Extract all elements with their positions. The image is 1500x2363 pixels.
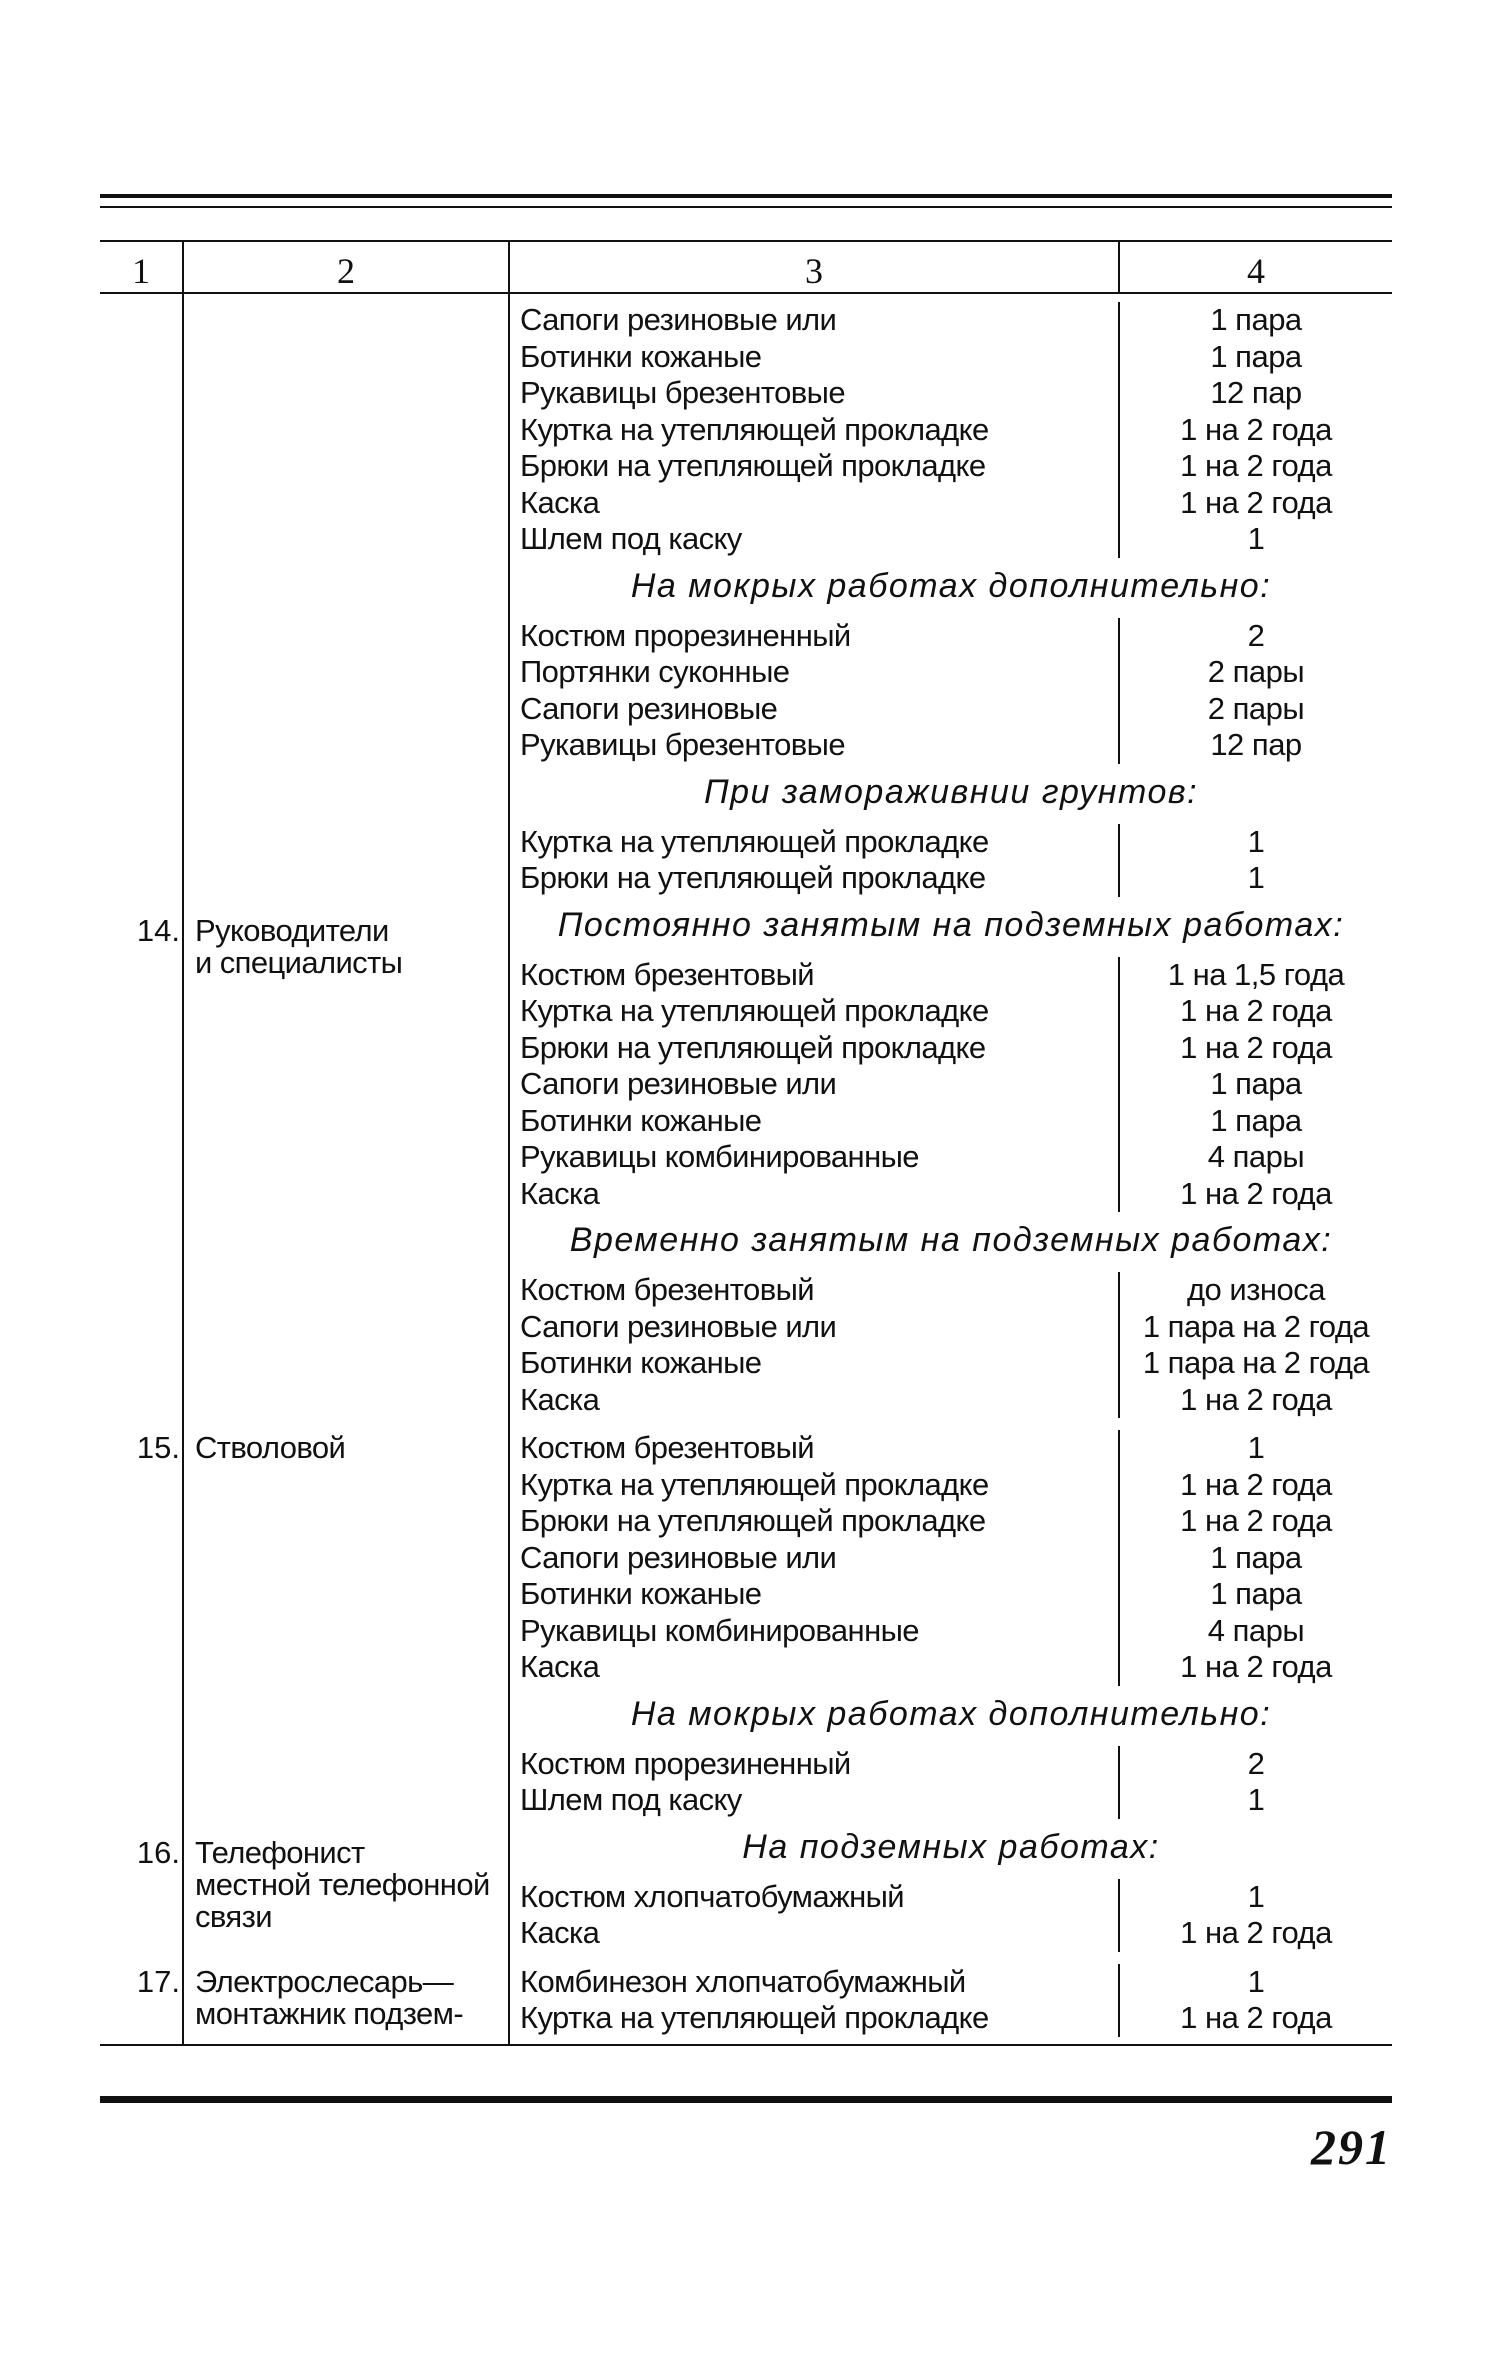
item-quantity: 1 на 2 года	[1180, 1466, 1332, 1502]
bottom-rule	[100, 2096, 1392, 2103]
qty-column-divider	[1118, 824, 1120, 897]
qty-column-divider	[1118, 957, 1120, 1213]
item-name: Куртка на утепляющей прокладке	[520, 2000, 989, 2035]
item-quantity: 1 на 2 года	[1180, 1503, 1332, 1538]
section-heading: Постоянно занятым на подземных работах:	[557, 905, 1345, 944]
item-name: Сапоги резиновые или	[520, 1066, 837, 1101]
position-title: местной телефонной	[195, 1866, 490, 1902]
item-quantity: 1 на 2 года	[1180, 411, 1332, 447]
qty-column-divider	[1118, 618, 1120, 764]
header-col-3: 3	[805, 251, 823, 291]
item-name: Каска	[520, 1175, 600, 1211]
item-name: Брюки на утепляющей прокладке	[520, 1029, 986, 1065]
item-quantity: 1 пара	[1210, 1576, 1302, 1611]
qty-column-divider	[1118, 1879, 1120, 1952]
position-number: 14.	[136, 912, 180, 948]
item-name: Костюм хлопчатобумажный	[520, 1878, 905, 1914]
item-name: Комбинезон хлопчатобумажный	[520, 1963, 966, 1999]
item-name: Костюм прорезиненный	[520, 617, 851, 653]
item-name: Сапоги резиновые или	[520, 302, 837, 337]
item-name: Рукавицы брезентовые	[520, 375, 845, 410]
item-name: Портянки суконные	[520, 654, 790, 689]
position-number: 15.	[136, 1430, 180, 1465]
item-name: Куртка на утепляющей прокладке	[520, 993, 989, 1028]
item-name: Каска	[520, 484, 600, 520]
item-quantity: 1 на 2 года	[1180, 1915, 1332, 1950]
item-name: Ботинки кожаные	[520, 1345, 762, 1380]
item-name: Рукавицы брезентовые	[520, 727, 845, 762]
position-title: связи	[195, 1898, 272, 1934]
item-name: Куртка на утепляющей прокладке	[520, 823, 989, 859]
item-quantity: 1	[1247, 521, 1265, 556]
item-name: Куртка на утепляющей прокладке	[520, 411, 989, 447]
item-name: Рукавицы комбинированные	[520, 1612, 919, 1648]
item-quantity: 4 пары	[1207, 1612, 1305, 1648]
section-heading: Временно занятым на подземных работах:	[569, 1221, 1333, 1259]
section-heading: На подземных работах:	[742, 1827, 1160, 1866]
item-quantity: 1 на 2 года	[1180, 1175, 1332, 1211]
item-quantity: 1 на 2 года	[1180, 484, 1332, 520]
position-title: Телефонист	[195, 1834, 365, 1870]
item-quantity: 2 пары	[1207, 654, 1305, 689]
item-quantity: до износа	[1186, 1272, 1326, 1307]
item-name: Сапоги резиновые или	[520, 1539, 837, 1575]
header-col-4: 4	[1247, 251, 1265, 291]
item-name: Брюки на утепляющей прокладке	[520, 1503, 986, 1538]
item-quantity: 2	[1247, 1745, 1265, 1781]
item-name: Ботинки кожаные	[520, 338, 762, 374]
item-name: Брюки на утепляющей прокладке	[520, 860, 986, 895]
item-quantity: 1 пара на 2 года	[1142, 1345, 1370, 1380]
position-number: 16.	[136, 1834, 180, 1870]
item-quantity: 1	[1247, 860, 1265, 895]
position-title: монтажник подзем-	[195, 1995, 464, 2031]
item-quantity: 1	[1247, 1782, 1265, 1817]
position-title: Стволовой	[195, 1430, 346, 1465]
item-quantity: 1 на 2 года	[1180, 993, 1332, 1028]
item-name: Костюм брезентовый	[520, 956, 814, 992]
item-name: Шлем под каску	[520, 1782, 742, 1817]
item-quantity: 1 пара на 2 года	[1142, 1308, 1370, 1344]
header-col-2: 2	[337, 251, 355, 291]
qty-column-divider	[1118, 1964, 1120, 2037]
item-name: Костюм прорезиненный	[520, 1745, 851, 1781]
section-heading: На мокрых работах дополнительно:	[630, 566, 1272, 605]
item-name: Шлем под каску	[520, 521, 742, 556]
section-heading: На мокрых работах дополнительно:	[630, 1694, 1272, 1733]
item-quantity: 1 на 1,5 года	[1167, 956, 1345, 992]
qty-column-divider	[1118, 1430, 1120, 1686]
item-name: Ботинки кожаные	[520, 1102, 762, 1138]
header-col-1: 1	[132, 251, 150, 291]
section-heading: При замораживнии грунтов:	[703, 772, 1199, 811]
position-title: Руководители	[195, 912, 389, 948]
item-name: Ботинки кожаные	[520, 1576, 762, 1611]
item-quantity: 1	[1247, 1878, 1265, 1914]
qty-column-divider	[1118, 1272, 1120, 1418]
item-name: Рукавицы комбинированные	[520, 1139, 919, 1174]
item-quantity: 1 пара	[1210, 1539, 1302, 1575]
item-quantity: 1 пара	[1210, 302, 1302, 337]
item-name: Сапоги резиновые или	[520, 1308, 837, 1344]
item-quantity: 1 на 2 года	[1180, 1649, 1332, 1684]
item-quantity: 1 пара	[1210, 1102, 1302, 1138]
item-quantity: 1 на 2 года	[1180, 1029, 1332, 1065]
position-title: Электрослесарь—	[195, 1963, 454, 1999]
item-quantity: 1	[1247, 823, 1265, 859]
item-name: Сапоги резиновые	[520, 690, 778, 726]
qty-column-divider	[1118, 1746, 1120, 1819]
item-name: Брюки на утепляющей прокладке	[520, 448, 986, 483]
position-title: и специалисты	[195, 944, 403, 980]
item-quantity: 1 на 2 года	[1180, 1381, 1332, 1417]
item-quantity: 12 пар	[1210, 375, 1302, 410]
item-quantity: 1 пара	[1210, 338, 1302, 374]
item-quantity: 2 пары	[1207, 690, 1305, 726]
item-name: Костюм брезентовый	[520, 1272, 814, 1307]
qty-column-divider	[1118, 302, 1120, 558]
item-quantity: 2	[1247, 617, 1265, 653]
item-quantity: 1 пара	[1210, 1066, 1302, 1101]
item-quantity: 1	[1247, 1430, 1265, 1465]
page-number: 291	[1311, 2119, 1392, 2175]
item-quantity: 1 на 2 года	[1180, 448, 1332, 483]
item-quantity: 4 пары	[1207, 1139, 1305, 1174]
item-quantity: 12 пар	[1210, 727, 1302, 762]
item-name: Каска	[520, 1915, 600, 1950]
item-quantity: 1 на 2 года	[1180, 2000, 1332, 2035]
item-name: Куртка на утепляющей прокладке	[520, 1466, 989, 1502]
item-name: Каска	[520, 1649, 600, 1684]
item-quantity: 1	[1247, 1963, 1265, 1999]
item-name: Костюм брезентовый	[520, 1430, 814, 1465]
position-number: 17.	[136, 1963, 180, 1999]
item-name: Каска	[520, 1381, 600, 1417]
